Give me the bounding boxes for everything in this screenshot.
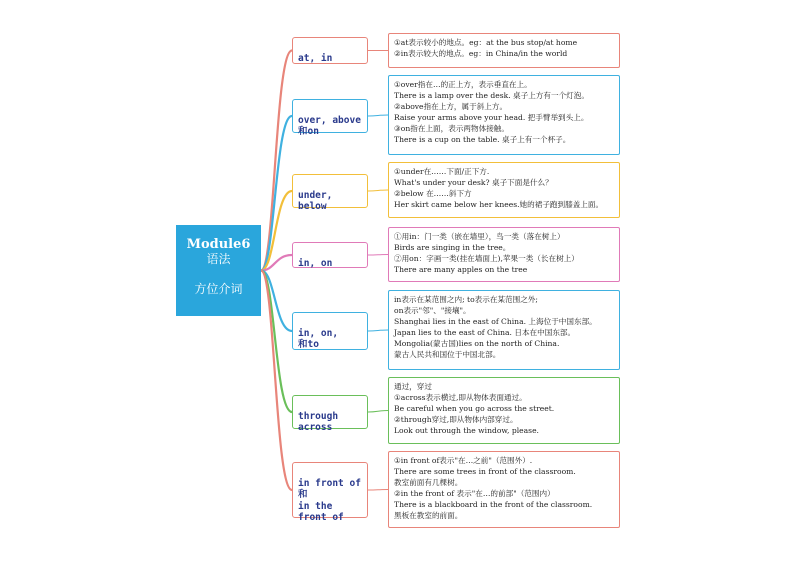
- detail-line: ②in the front of 表示"在…的前部"（范围内）: [394, 489, 555, 498]
- topic-node-under-below[interactable]: [292, 174, 368, 212]
- detail-line: ①over指在…的正上方，表示垂直在上。: [394, 80, 532, 89]
- detail-line: Her skirt came below her knees.她的裙子跑到膝盖上面。: [394, 200, 604, 209]
- detail-line: ①at表示较小的地点。eg：at the bus stop/at home: [394, 38, 578, 47]
- detail-line: There are some trees in front of the classroom.: [394, 467, 576, 476]
- detail-connector: [368, 490, 388, 491]
- branch-connector: [261, 51, 292, 271]
- detail-line: ①in front of表示"在…之前"（范围外）.: [394, 456, 533, 465]
- root-subtitle: 语法: [206, 252, 231, 266]
- detail-line: ②above指在上方，属于斜上方。: [394, 102, 508, 111]
- topic-node-in-on[interactable]: [292, 242, 368, 268]
- detail-line: What's under your desk? 桌子下面是什么？: [394, 178, 553, 187]
- detail-line: ②用on：字画一类(挂在墙面上),苹果一类（长在树上）: [394, 254, 579, 263]
- detail-box-in-front-of: [388, 451, 620, 528]
- detail-line: Japan lies to the east of China. 日本在中国东部。: [394, 328, 576, 337]
- detail-line: ②below 在……斜下方: [394, 189, 472, 198]
- detail-box-through-across: [388, 377, 620, 444]
- detail-connector: [368, 190, 388, 191]
- topic-node-in-on-to[interactable]: [292, 312, 368, 350]
- detail-box-over-above-on: [388, 75, 620, 155]
- topic-node-at-in[interactable]: [292, 37, 368, 64]
- detail-line: Be careful when you go across the street.: [394, 404, 555, 413]
- topic-label: at, in: [298, 52, 333, 64]
- detail-box-at-in: [388, 33, 620, 68]
- detail-line: 通过，穿过: [394, 382, 432, 391]
- root-title: Module6: [186, 237, 251, 252]
- root-node[interactable]: [176, 225, 261, 316]
- root-caption: 方位介词: [194, 282, 243, 296]
- detail-connector: [368, 255, 388, 256]
- detail-connector: [368, 115, 388, 116]
- detail-box-in-on-to: [388, 290, 620, 370]
- detail-line: ②in表示较大的地点。eg：in China/in the world: [394, 49, 568, 58]
- topic-node-in-front-of[interactable]: [292, 462, 368, 523]
- detail-line: ②through穿过,即从物体内部穿过。: [394, 415, 518, 424]
- detail-line: 教室前面有几棵树。: [394, 478, 463, 487]
- detail-connector: [368, 411, 388, 413]
- detail-line: 黑板在教室的前面。: [394, 511, 463, 520]
- detail-line: There are many apples on the tree: [394, 265, 528, 274]
- detail-line: in表示在某范围之内; to表示在某范围之外;: [394, 295, 538, 304]
- detail-connector: [368, 330, 388, 331]
- detail-line: Mongolia(蒙古国)lies on the north of China.: [394, 339, 560, 348]
- detail-line: 蒙古人民共和国位于中国北部。: [394, 350, 501, 359]
- detail-line: Birds are singing in the tree。: [394, 243, 511, 252]
- topic-label: in, on: [298, 257, 333, 269]
- detail-line: There is a blackboard in the front of the classroom.: [394, 500, 593, 509]
- detail-line: ①across表示横过,即从物体表面通过。: [394, 393, 527, 402]
- detail-line: Shanghai lies in the east of China. 上海位于中国东部。: [394, 317, 597, 326]
- detail-line: Look out through the window, please.: [394, 426, 539, 435]
- topic-label: under, below: [298, 189, 333, 212]
- detail-line: on表示"邻"、"接壤"。: [394, 306, 471, 315]
- topic-label: in front of 和 in the front of: [298, 477, 361, 523]
- detail-line: There is a lamp over the desk. 桌子上方有一个灯泡。: [394, 91, 589, 100]
- detail-line: ①under在……下面/正下方.: [394, 167, 490, 176]
- detail-box-under-below: [388, 162, 620, 218]
- detail-box-in-on: [388, 227, 620, 282]
- detail-line: ③on指在上面，表示两物体接触。: [394, 124, 509, 133]
- topic-label: over, above 和on: [298, 114, 361, 137]
- topic-node-over-above-on[interactable]: [292, 99, 368, 137]
- detail-line: Raise your arms above your head. 把手臂举到头上。: [394, 113, 589, 122]
- topic-label: in, on, 和to: [298, 327, 339, 350]
- topic-node-through-across[interactable]: [292, 395, 368, 433]
- detail-line: ①用in：门一类（嵌在墙里），鸟一类（落在树上）: [394, 232, 565, 241]
- detail-line: There is a cup on the table. 桌子上有一个杯子。: [394, 135, 571, 144]
- topic-label: through across: [298, 410, 339, 433]
